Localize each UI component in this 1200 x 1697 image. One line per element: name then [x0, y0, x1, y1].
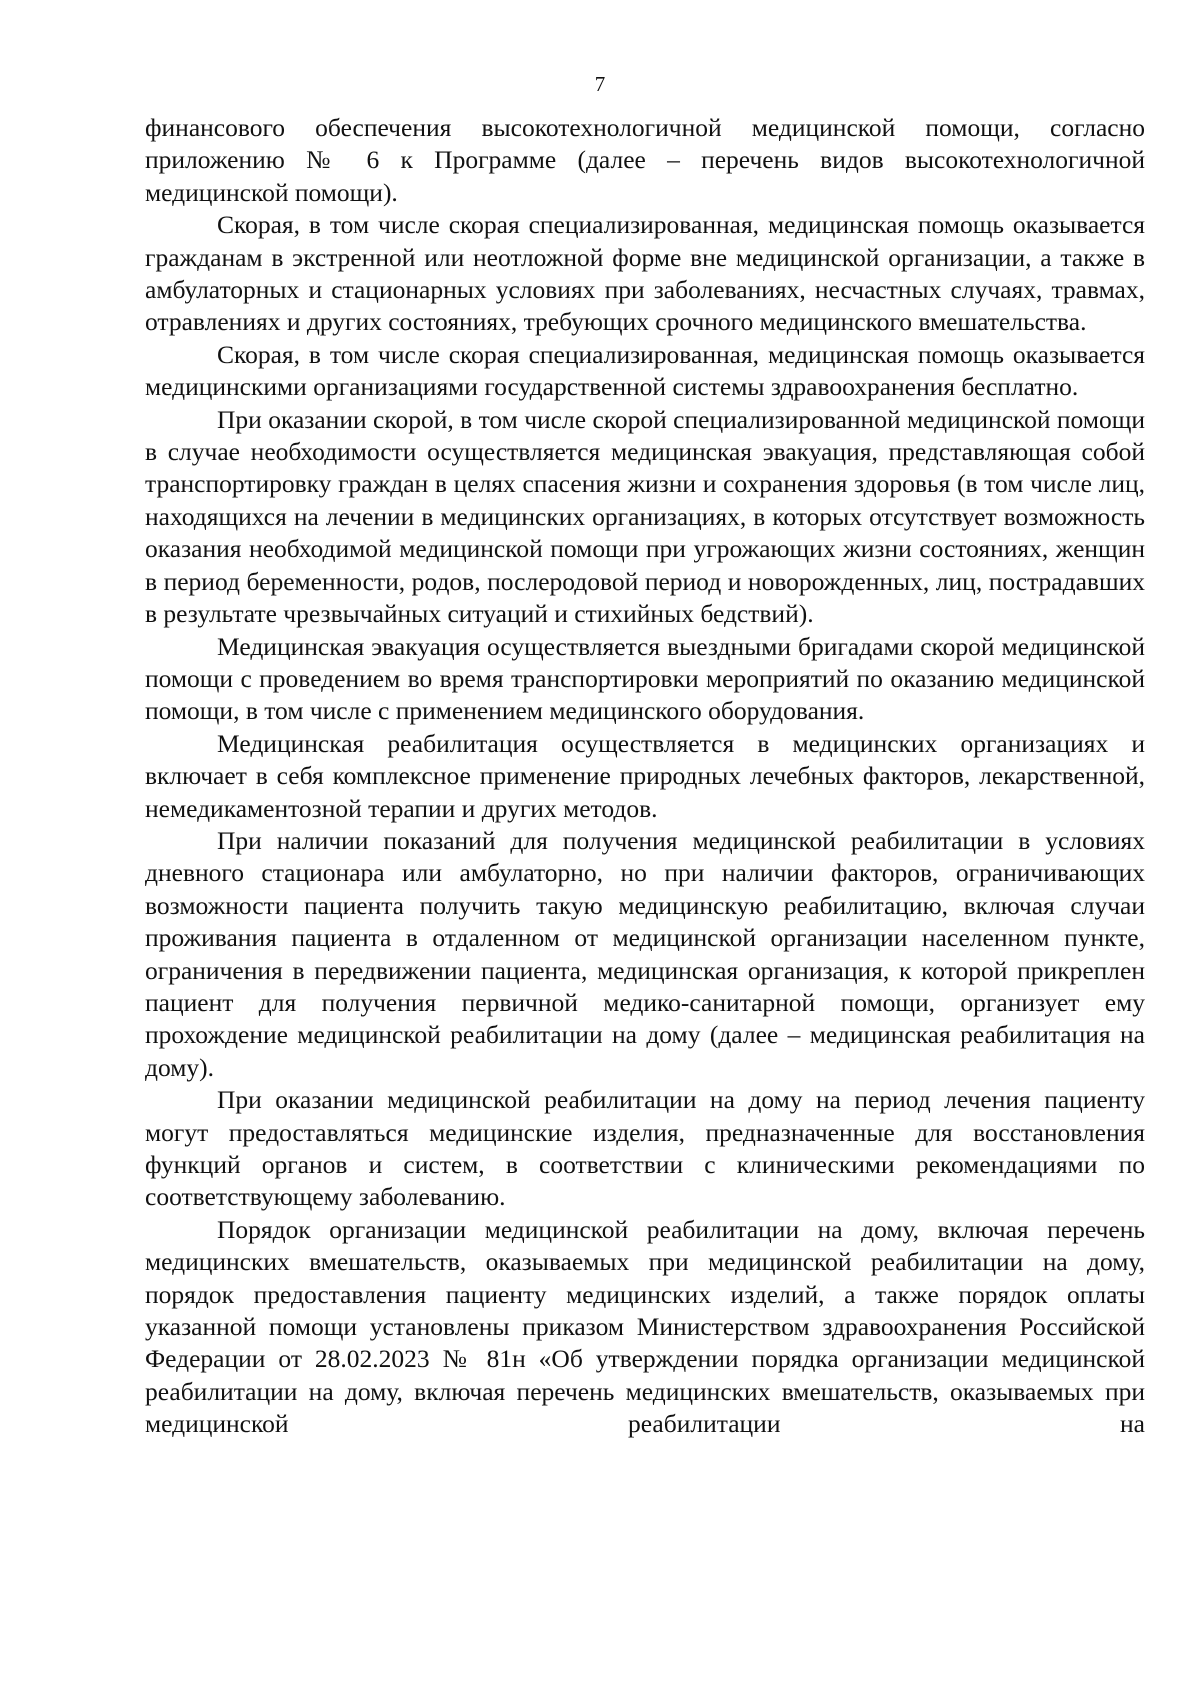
paragraph-7: При наличии показаний для получения медицинской реабилитации в условиях дневного стационара или амбулаторно, но при наличии факторов, ограничивающих возможности пациента получить такую медицинскую реабилитацию, включая случаи проживания пациента в отдаленном от медицинской организации населенном пункте, ограничения в передвижении пациента, медицинская организация, к которой прикреплен пациент для получения первичной медико-санитарной помощи, организует ему прохождение медицинской реабилитации на дому (далее – медицинская реабилитация на дому).	[145, 825, 1145, 1082]
paragraph-9: Порядок организации медицинской реабилитации на дому, включая перечень медицинских вмешательств, оказываемых при медицинской реабилитации на дому, порядок предоставления пациенту медицинских изделий, а также порядок оплаты указанной помощи установлены приказом Министерством здравоохранения Российской Федерации от 28.02.2023 № 81н «Об утверждении порядка организации медицинской реабилитации на дому, включая перечень медицинских вмешательств, оказываемых при медицинской реабилитации на	[145, 1214, 1145, 1439]
paragraph-5: Медицинская эвакуация осуществляется выездными бригадами скорой медицинской помощи с проведением во время транспортировки мероприятий по оказанию медицинской помощи, в том числе с применением медицинского оборудования.	[145, 631, 1145, 726]
paragraph-2: Скорая, в том числе скорая специализированная, медицинская помощь оказывается гражданам в экстренной или неотложной форме вне медицинской организации, а также в амбулаторных и стационарных условиях при заболеваниях, несчастных случаях, травмах, отравлениях и других состояниях, требующих срочного медицинского вмешательства.	[145, 210, 1145, 337]
paragraph-1: финансового обеспечения высокотехнологичной медицинской помощи, согласно приложению № 6 к Программе (далее – перечень видов высокотехнологичной медицинской помощи).	[145, 113, 1145, 207]
paragraph-4: При оказании скорой, в том числе скорой специализированной медицинской помощи в случае необходимости осуществляется медицинская эвакуация, представляющая собой транспортировку граждан в целях спасения жизни и сохранения здоровья (в том числе лиц, находящихся на лечении в медицинских организациях, в которых отсутствует возможность оказания необходимой медицинской помощи при угрожающих жизни состояниях, женщин в период беременности, родов, послеродовой период и новорожденных, лиц, пострадавших в результате чрезвычайных ситуаций и стихийных бедствий).	[145, 404, 1145, 629]
page-number: 7	[594, 72, 606, 96]
paragraph-3: Скорая, в том числе скорая специализированная, медицинская помощь оказывается медицинскими организациями государственной системы здравоохранения бесплатно.	[145, 339, 1145, 402]
document-body	[145, 112, 1145, 1441]
paragraph-6: Медицинская реабилитация осуществляется в медицинских организациях и включает в себя комплексное применение природных лечебных факторов, лекарственной, немедикаментозной терапии и других методов.	[145, 728, 1145, 823]
paragraph-8: При оказании медицинской реабилитации на дому на период лечения пациенту могут предоставляться медицинские изделия, предназначенные для восстановления функций органов и систем, в соответствии с клиническими рекомендациями по соответствующему заболеванию.	[145, 1085, 1145, 1212]
